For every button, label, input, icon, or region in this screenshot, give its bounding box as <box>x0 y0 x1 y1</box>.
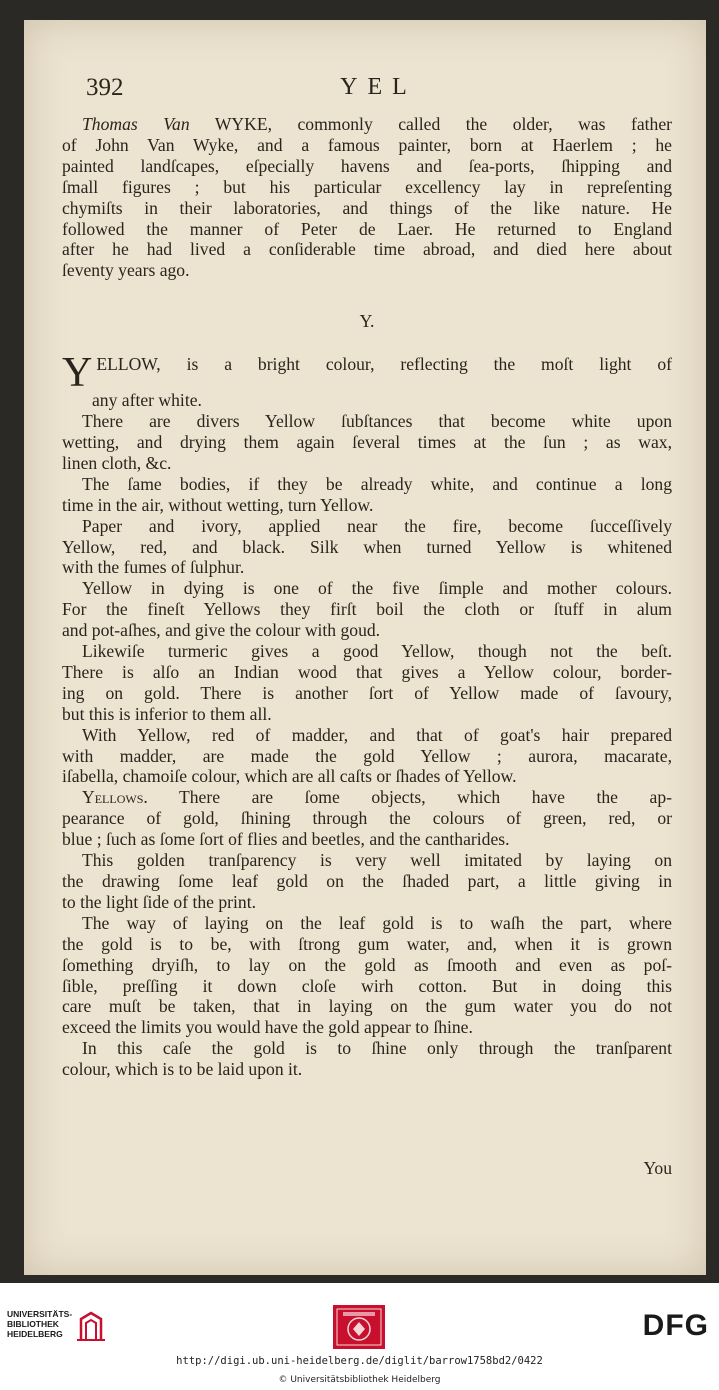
entry-yellows <box>62 787 672 1080</box>
text-line: Likewiſe turmeric gives a good Yellow, though not the beſt. <box>82 641 672 662</box>
running-head: YEL <box>340 74 417 100</box>
paragraph <box>62 850 672 913</box>
text-line: blue ; ſuch as ſome ſort of flies and beetles, and the cantharides. <box>62 829 510 850</box>
text-line: Yellow in dying is one of the five ſimple and mother colours. <box>82 578 672 599</box>
text-line: exceed the limits you would have the gold appear to ſhine. <box>62 1017 473 1038</box>
text-line: ſible, preſſing it down cloſe wirh cotton. But in doing this <box>62 975 672 996</box>
text-line: with madder, are made the gold Yellow ; aurora, macarate, <box>62 745 672 766</box>
text-line: care muſt be taken, that in laying on the gum water you do not <box>62 996 672 1017</box>
text-line: any after white. <box>92 390 202 411</box>
text-line: time in the air, without wetting, turn Yellow. <box>62 494 374 515</box>
drop-cap: Y <box>62 350 93 397</box>
text-line: With Yellow, red of madder, and that of goat's hair prepared <box>82 724 672 745</box>
entry-yellow <box>62 350 672 787</box>
university-library-mark-icon <box>75 1309 107 1343</box>
text-line: ſeventy years ago. <box>62 260 190 281</box>
entry-text: ELLOW, is a bright colour, reflecting the moſt light of <box>96 354 672 375</box>
text-line: iſabella, chamoiſe colour, which are all caſts or ſhades of Yellow. <box>62 766 517 787</box>
entry-headword: Yellows. <box>82 787 148 808</box>
text-line: In this caſe the gold is to ſhine only through the tranſparent <box>82 1038 672 1059</box>
section-heading: Y. <box>359 311 375 332</box>
paragraph <box>62 808 672 850</box>
text-line: pearance of gold, ſhining through the colours of green, red, or <box>62 808 672 829</box>
text-line: ſomething dryiſh, to lay on the gold as ſmooth and even as poſ- <box>62 954 672 975</box>
paragraph <box>62 578 672 641</box>
paragraph <box>62 641 672 725</box>
paragraph <box>62 474 672 516</box>
catchword: You <box>643 1158 672 1178</box>
text-line: with the fumes of ſulphur. <box>62 557 245 578</box>
text-line: ing on gold. There is another ſort of Yellow made of ſavoury, <box>62 682 672 703</box>
logo-line: HEIDELBERG <box>7 1329 63 1339</box>
text-line <box>62 114 672 135</box>
paragraph <box>62 725 672 788</box>
text-line: linen cloth, &c. <box>62 452 172 473</box>
text-line: of John Van Wyke, and a famous painter, born at Haerlem ; he <box>62 134 672 155</box>
dfg-logo[interactable]: DFG <box>642 1309 709 1342</box>
university-library-logo-text <box>7 1309 73 1339</box>
text-line: ſmall figures ; but his particular excellency lay in repreſenting <box>62 176 672 197</box>
text-line: There are divers Yellow ſubſtances that become white upon <box>82 411 672 432</box>
text-line: but this is inferior to them all. <box>62 703 272 724</box>
paragraph <box>62 516 672 579</box>
page-number: 392 <box>86 74 124 101</box>
entry-text: There are ſome objects, which have the ap- <box>147 787 672 808</box>
page-header <box>86 74 671 114</box>
paragraph <box>62 411 672 474</box>
paragraph <box>62 913 672 1038</box>
entry-wyke <box>62 114 672 281</box>
paragraph <box>62 1038 672 1080</box>
copyright-notice: © Universitätsbibliothek Heidelberg <box>278 1375 441 1385</box>
spacer <box>62 332 672 354</box>
text-line: the gold is to be, with ſtrong gum water, and, when it is grown <box>62 933 672 954</box>
text-line: colour, which is to be laid upon it. <box>62 1059 303 1080</box>
text-line: This golden tranſparency is very well imitated by laying on <box>82 850 672 871</box>
text-line: and pot-aſhes, and give the colour with goud. <box>62 620 381 641</box>
footer <box>0 1283 719 1390</box>
university-library-logo[interactable] <box>7 1309 112 1359</box>
text-line: wetting, and drying them again ſeveral times at the ſun ; as wax, <box>62 431 672 452</box>
logo-line: BIBLIOTHEK <box>7 1319 59 1329</box>
text-line: There is alſo an Indian wood that gives a Yellow colour, border- <box>62 661 672 682</box>
book-page <box>24 20 706 1275</box>
logo-line: UNIVERSITÄTS- <box>7 1309 73 1319</box>
text-block <box>62 114 672 1080</box>
text-line: painted landſcapes, eſpecially havens and ſea-ports, ſhipping and <box>62 155 672 176</box>
digitization-seal-icon <box>333 1305 385 1349</box>
text-line: The way of laying on the leaf gold is to waſh the part, where <box>82 912 672 933</box>
text-line: The ſame bodies, if they be already white, and continue a long <box>82 473 672 494</box>
text-line <box>62 350 672 397</box>
text-line: For the fineſt Yellows they firſt boil the cloth or ſtuff in alum <box>62 599 672 620</box>
text-line: Yellow, red, and black. Silk when turned Yellow is whitened <box>62 536 672 557</box>
entry-text: WYKE, commonly called the older, was father <box>189 114 672 134</box>
text-line: to the light ſide of the print. <box>62 891 256 912</box>
permalink-url[interactable]: http://digi.ub.uni-heidelberg.de/diglit/barrow1758bd2/0422 <box>176 1355 543 1367</box>
text-line <box>62 787 672 808</box>
text-line: the drawing ſome leaf gold on the ſhaded part, a little giving in <box>62 871 672 891</box>
text-line: Paper and ivory, applied near the fire, become ſucceſſively <box>82 515 672 536</box>
text-line: chymiſts in their laboratories, and things of the like nature. He <box>62 197 672 218</box>
spacer <box>62 281 672 311</box>
text-line: after he had lived a conſiderable time abroad, and died here about <box>62 239 672 260</box>
text-line: followed the manner of Peter de Laer. He returned to England <box>62 218 672 239</box>
entry-name-italic: Thomas Van <box>82 114 190 134</box>
